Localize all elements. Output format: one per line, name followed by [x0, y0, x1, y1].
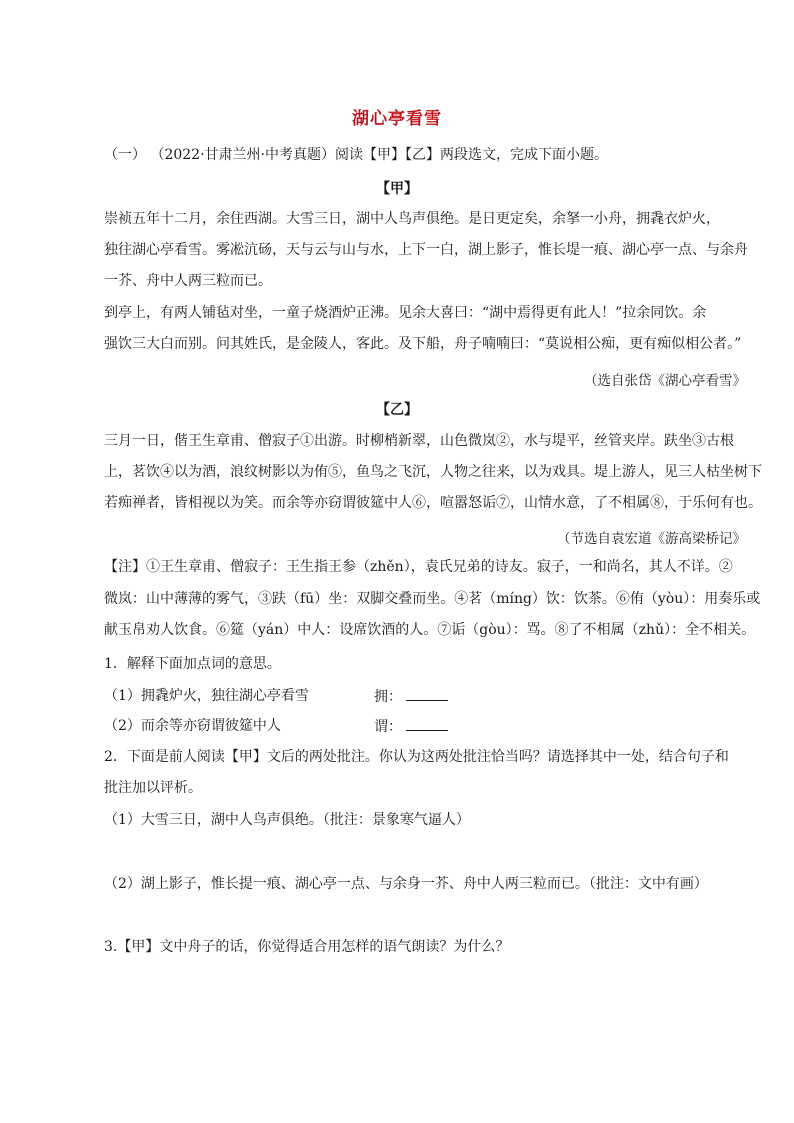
section-heading-yi: 【乙】: [376, 402, 418, 418]
source-citation-yi: （节选自袁宏道《游高梁桥记》: [557, 531, 746, 547]
passage-line: 强饮三大白而别。问其姓氏，是金陵人，客此。及下船，舟子喃喃曰：“莫说相公痴，更有痴似相公者。”: [104, 336, 742, 352]
answer-blank[interactable]: [406, 686, 448, 701]
question-intro: （一） （2022·甘肃兰州·中考真题）阅读【甲】【乙】两段选文，完成下面小题。: [104, 147, 608, 163]
question-1-item: （2）而余等亦窃谓彼筵中人: [104, 718, 281, 734]
question-2-stem: 批注加以评析。: [104, 780, 202, 796]
note-line: 【注】①王生章甫、僧寂子：王生指王参（zhěn），袁氏兄弟的诗友。寂子，一和尚名，其人不详。②: [104, 559, 733, 575]
question-1-item: （1）拥毳炉火，独往湖心亭看雪: [104, 688, 309, 704]
answer-label: 谓：: [374, 719, 402, 735]
note-line: 献玉帛劝人饮食。⑥筵（yán）中人：设席饮酒的人。⑦诟（gòu）：骂。⑧了不相属（zhǔ）：全不相关。: [104, 622, 756, 638]
passage-line: 独往湖心亭看雪。雾凇沆砀，天与云与山与水，上下一白，湖上影子，惟长堤一痕、湖心亭一点、与余舟: [104, 242, 748, 258]
answer-blank[interactable]: [406, 716, 448, 731]
source-citation-jia: （选自张岱《湖心亭看雪》: [584, 373, 746, 389]
question-2-stem: 2．下面是前人阅读【甲】文后的两处批注。你认为这两处批注恰当吗？请选择其中一处，结合句子和: [104, 749, 729, 765]
answer-row-1: [374, 686, 448, 706]
answer-row-2: [374, 716, 448, 736]
answer-label: 拥：: [374, 689, 402, 705]
passage-line: 上，茗饮④以为酒，浪纹树影以为侑⑤，鱼鸟之飞沉，人物之往来，以为戏具。堤上游人，见三人枯坐树下: [104, 464, 762, 480]
passage-line: 若痴禅者，皆相视以为笑。而余等亦窃谓彼筵中人⑥，喧嚣怒诟⑦，山情水意，了不相属⑧，于乐何有也。: [104, 495, 762, 511]
passage-line: 到亭上，有两人铺毡对坐，一童子烧酒炉正沸。见余大喜曰：“湖中焉得更有此人！”拉余同饮。余: [104, 305, 707, 321]
section-heading-jia: 【甲】: [376, 181, 418, 197]
question-3-stem: 3.【甲】文中舟子的话，你觉得适合用怎样的语气朗读？为什么？: [104, 939, 510, 955]
question-2-item: （2）湖上影子，惟长提一痕、湖心亭一点、与余身一芥、舟中人两三粒而已。（批注：文中有画）: [104, 876, 708, 892]
question-2-item: （1）大雪三日，湖中人鸟声俱绝。（批注：景象寒气逼人）: [104, 812, 470, 828]
page-title: 湖心亭看雪: [352, 109, 442, 129]
note-line: 微岚：山中薄薄的雾气，③趺（fū）坐：双脚交叠而坐。④茗（míng）饮：饮茶。⑥侑（yòu）：用奏乐或: [104, 591, 761, 607]
passage-line: 一芥、舟中人两三粒而已。: [104, 273, 272, 289]
passage-line: 崇祯五年十二月，余住西湖。大雪三日，湖中人鸟声俱绝。是日更定矣，余拏一小舟，拥毳衣炉火，: [104, 211, 720, 227]
question-1-stem: 1．解释下面加点词的意思。: [104, 656, 281, 672]
passage-line: 三月一日，偕王生章甫、僧寂子①出游。时柳梢新翠，山色微岚②，水与堤平，丝管夹岸。趺坐③古根: [104, 433, 734, 449]
